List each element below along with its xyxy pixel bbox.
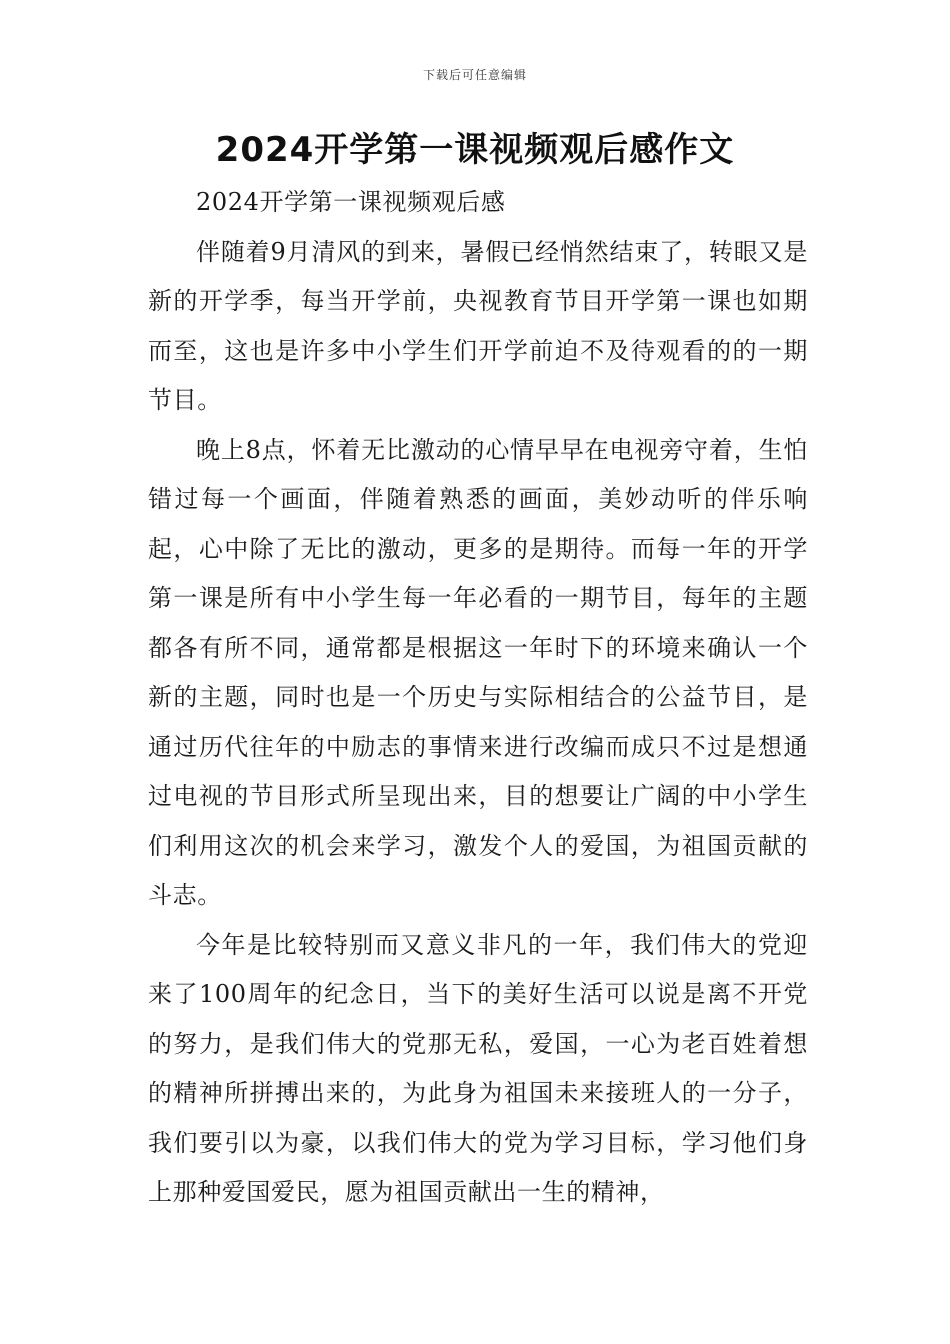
body-paragraph: 今年是比较特别而又意义非凡的一年，我们伟大的党迎来了100周年的纪念日，当下的美好生活可以说是离不开党的努力，是我们伟大的党那无私，爱国，一心为老百姓着想的精神所拼搏出来的，为此身为祖国未来接班人的一分子，我们要引以为豪，以我们伟大的党为学习目标，学习他们身上那种爱国爱民，愿为祖国贡献出一生的精神，: [148, 930, 808, 1206]
document-body: [148, 178, 808, 1218]
body-paragraph: 晚上8点，怀着无比激动的心情早早在电视旁守着，生怕错过每一个画面，伴随着熟悉的画面，美妙动听的伴乐响起，心中除了无比的激动，更多的是期待。而每一年的开学第一课是所有中小学生每一年必看的一期节目，每年的主题都各有所不同，通常都是根据这一年时下的环境来确认一个新的主题，同时也是一个历史与实际相结合的公益节目，是通过历代往年的中励志的事情来进行改编而成只不过是想通过电视的节目形式所呈现出来，目的想要让广阔的中小学生们利用这次的机会来学习，激发个人的爱国，为祖国贡献的斗志。: [148, 435, 808, 909]
document-title: 2024开学第一课视频观后感作文: [215, 130, 735, 170]
body-paragraph: 伴随着9月清风的到来，暑假已经悄然结束了，转眼又是新的开学季，每当开学前，央视教育节目开学第一课也如期而至，这也是许多中小学生们开学前迫不及待观看的的一期节目。: [148, 237, 808, 414]
subtitle-paragraph: 2024开学第一课视频观后感: [196, 188, 506, 216]
header-note: 下载后可任意编辑: [422, 68, 527, 82]
